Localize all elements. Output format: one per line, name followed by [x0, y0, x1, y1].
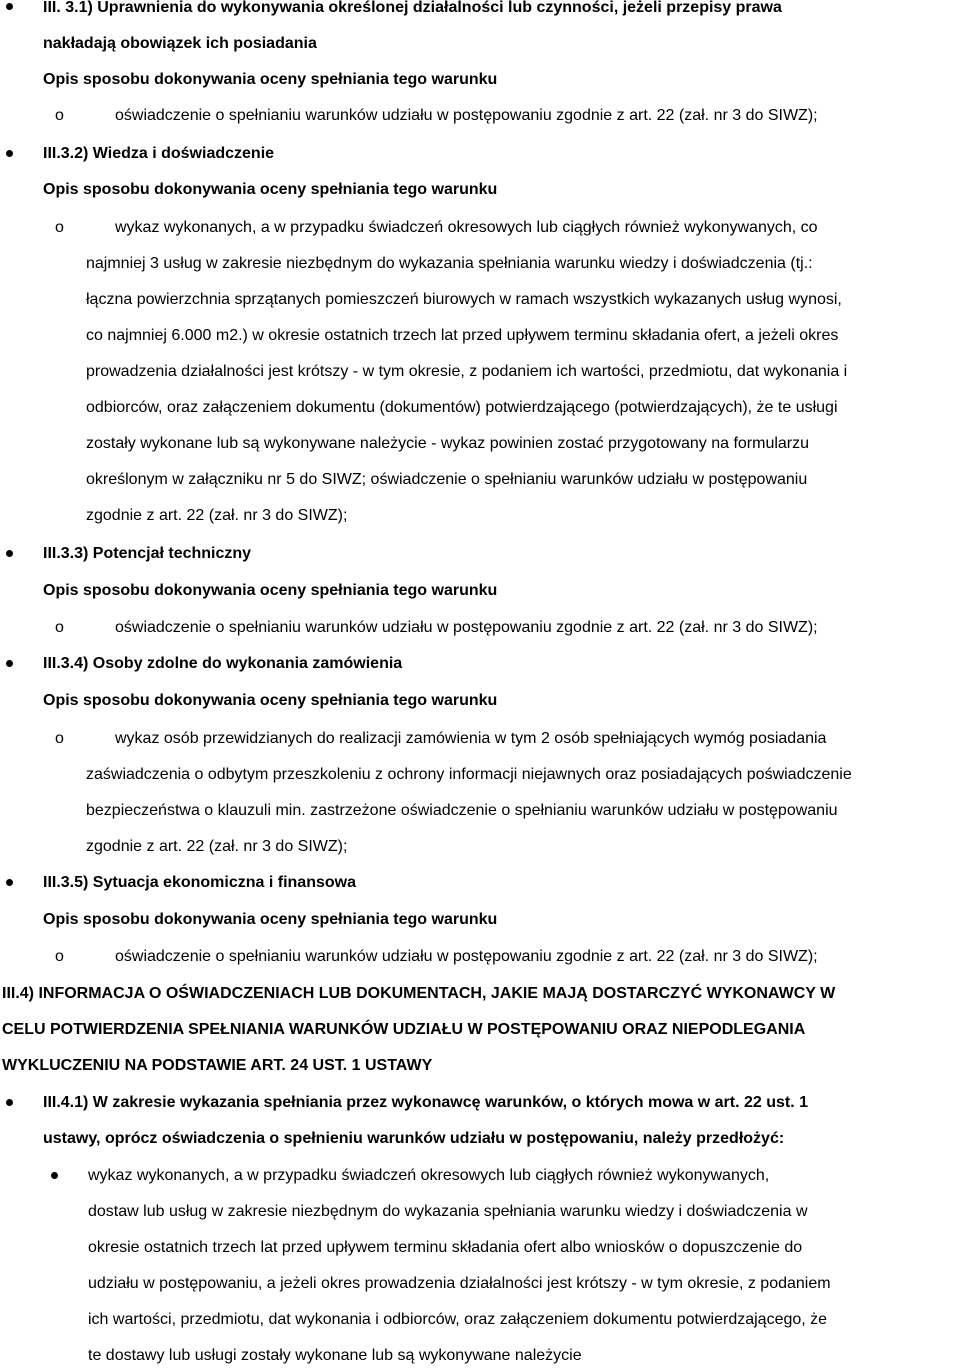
paragraph-line: okresie ostatnich trzech lat przed upływem terminu składania ofert albo wniosków o dopuszczenie do — [88, 1239, 803, 1256]
paragraph-line: te dostawy lub usługi zostały wykonane lub są wykonywane należycie — [88, 1347, 582, 1364]
section-heading-3-4: III.3.4) Osoby zdolne do wykonania zamówienia — [43, 655, 403, 672]
list-item-text: oświadczenie o spełnianiu warunków udziału w postępowaniu zgodnie z art. 22 (zał. nr 3 do SIWZ); — [115, 948, 818, 965]
opis-label: Opis sposobu dokonywania oceny spełniania tego warunku — [43, 911, 498, 928]
paragraph-line: wykaz wykonanych, a w przypadku świadczeń okresowych lub ciągłych również wykonywanych, — [88, 1167, 770, 1184]
paragraph-line: dostaw lub usług w zakresie niezbędnym do wykazania spełniania warunku wiedzy i doświadczenia w — [88, 1203, 808, 1220]
paragraph-line: ich wartości, przedmiotu, dat wykonania i odbiorców, oraz załączeniem dokumentu potwierdzającego, że — [88, 1311, 828, 1328]
paragraph-line: zostały wykonane lub są wykonywane należycie - wykaz powinien zostać przygotowany na formularzu — [86, 435, 810, 452]
subsection-heading-4-1-line-2: ustawy, oprócz oświadczenia o spełnieniu warunków udziału w postępowaniu, należy przedłożyć: — [43, 1130, 785, 1147]
section-heading-3-2: III.3.2) Wiedza i doświadczenie — [43, 145, 275, 162]
section-heading-3-1-line-2: nakładają obowiązek ich posiadania — [43, 35, 317, 52]
list-marker: o — [55, 948, 64, 965]
list-marker: o — [55, 219, 64, 236]
opis-label: Opis sposobu dokonywania oceny spełniania tego warunku — [43, 692, 498, 709]
paragraph-line: bezpieczeństwa o klauzuli min. zastrzeżone oświadczenie o spełnianiu warunków udziału w postępowaniu — [86, 802, 838, 819]
paragraph-line: wykaz osób przewidzianych do realizacji zamówienia w tym 2 osób spełniających wymóg posiadania — [115, 730, 827, 747]
bullet-icon — [6, 3, 13, 10]
list-marker: o — [55, 730, 64, 747]
paragraph-line: najmniej 3 usług w zakresie niezbędnym do wykazania spełniania warunku wiedzy i doświadczenia (tj.: — [86, 255, 813, 272]
opis-label: Opis sposobu dokonywania oceny spełniania tego warunku — [43, 181, 498, 198]
section-heading-3-3: III.3.3) Potencjał techniczny — [43, 545, 252, 562]
list-item-text: oświadczenie o spełnianiu warunków udziału w postępowaniu zgodnie z art. 22 (zał. nr 3 do SIWZ); — [115, 107, 818, 124]
bullet-icon — [51, 1172, 58, 1179]
subsection-heading-4-1-line-1: III.4.1) W zakresie wykazania spełniania przez wykonawcę warunków, o których mowa w art. 22 ust. 1 — [43, 1094, 809, 1111]
section-heading-3-1-line-1: III. 3.1) Uprawnienia do wykonywania określonej działalności lub czynności, jeżeli przepisy prawa — [43, 0, 782, 16]
section-heading-4-line-2: CELU POTWIERDZENIA SPEŁNIANIA WARUNKÓW UDZIAŁU W POSTĘPOWANIU ORAZ NIEPODLEGANIA — [2, 1021, 806, 1038]
opis-label: Opis sposobu dokonywania oceny spełniania tego warunku — [43, 71, 498, 88]
bullet-icon — [6, 150, 13, 157]
list-marker: o — [55, 107, 64, 124]
section-heading-4-line-1: III.4) INFORMACJA O OŚWIADCZENIACH LUB DOKUMENTACH, JAKIE MAJĄ DOSTARCZYĆ WYKONAWCY W — [2, 985, 836, 1002]
paragraph-line: wykaz wykonanych, a w przypadku świadczeń okresowych lub ciągłych również wykonywanych, co — [115, 219, 818, 236]
paragraph-line: odbiorców, oraz załączeniem dokumentu (dokumentów) potwierdzającego (potwierdzających), że te usługi — [86, 399, 838, 416]
opis-label: Opis sposobu dokonywania oceny spełniania tego warunku — [43, 582, 498, 599]
paragraph-line: łączna powierzchnia sprzątanych pomieszczeń biurowych w ramach wszystkich wykazanych usług wynosi, — [86, 291, 842, 308]
paragraph-line: określonym w załączniku nr 5 do SIWZ; oświadczenie o spełnianiu warunków udziału w postępowaniu — [86, 471, 808, 488]
paragraph-line: co najmniej 6.000 m2.) w okresie ostatnich trzech lat przed upływem terminu składania ofert, a jeżeli okres — [86, 327, 839, 344]
paragraph-line: udziału w postępowaniu, a jeżeli okres prowadzenia działalności jest krótszy - w tym okresie, z podaniem — [88, 1275, 831, 1292]
paragraph-line: zgodnie z art. 22 (zał. nr 3 do SIWZ); — [86, 838, 348, 855]
section-heading-4-line-3: WYKLUCZENIU NA PODSTAWIE ART. 24 UST. 1 USTAWY — [2, 1057, 433, 1074]
list-item-text: oświadczenie o spełnianiu warunków udziału w postępowaniu zgodnie z art. 22 (zał. nr 3 do SIWZ); — [115, 619, 818, 636]
paragraph-line: zaświadczenia o odbytym przeszkoleniu z ochrony informacji niejawnych oraz posiadających poświadczenie — [86, 766, 852, 783]
paragraph-line: prowadzenia działalności jest krótszy - w tym okresie, z podaniem ich wartości, przedmiotu, dat wykonania i — [86, 363, 848, 380]
section-heading-3-5: III.3.5) Sytuacja ekonomiczna i finansowa — [43, 874, 356, 891]
bullet-icon — [6, 660, 13, 667]
bullet-icon — [6, 1099, 13, 1106]
list-marker: o — [55, 619, 64, 636]
paragraph-line: zgodnie z art. 22 (zał. nr 3 do SIWZ); — [86, 507, 348, 524]
bullet-icon — [6, 550, 13, 557]
bullet-icon — [6, 879, 13, 886]
